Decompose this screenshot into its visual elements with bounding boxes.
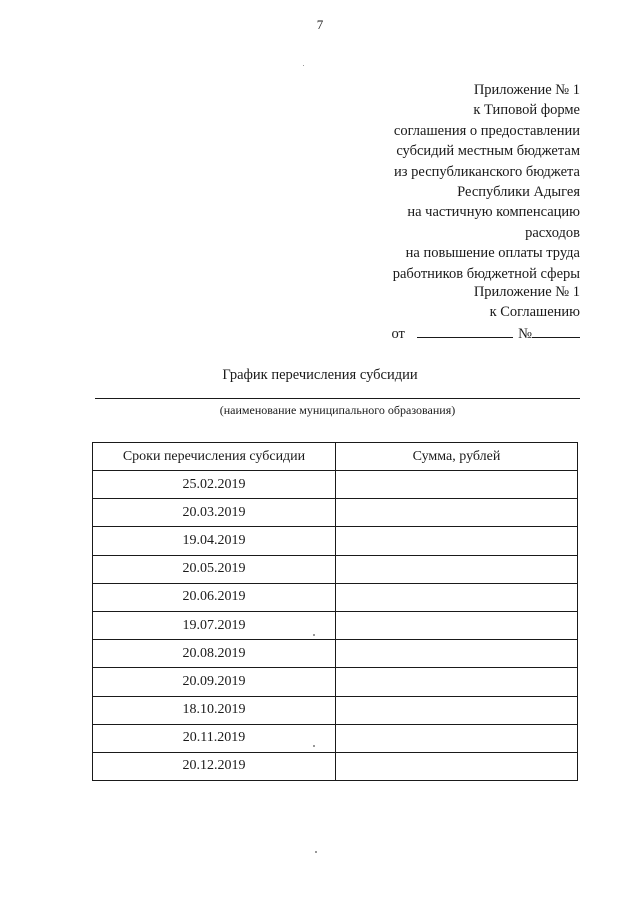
amount-cell[interactable]: [336, 583, 578, 611]
date-cell: 20.03.2019: [93, 499, 336, 527]
amount-cell[interactable]: [336, 611, 578, 639]
appendix-header: [393, 80, 580, 284]
table-row: [93, 583, 578, 611]
date-cell: 20.08.2019: [93, 640, 336, 668]
appendix-line: работников бюджетной сферы: [392, 265, 580, 282]
date-cell: 18.10.2019: [93, 696, 336, 724]
date-cell: 20.05.2019: [93, 555, 336, 583]
amount-cell[interactable]: [336, 499, 578, 527]
table-row: [93, 611, 578, 639]
agreement-date-number-line: [392, 323, 581, 344]
document-title: График перечисления субсидии: [222, 367, 418, 383]
date-cell: 20.06.2019: [93, 583, 336, 611]
appendix-line: субсидий местным бюджетам: [396, 143, 580, 160]
table-row: [93, 527, 578, 555]
table-header-row: [93, 443, 578, 471]
date-cell: 20.11.2019: [93, 724, 336, 752]
date-cell: 20.12.2019: [93, 752, 336, 780]
municipality-blank-line[interactable]: [95, 398, 580, 399]
date-cell: 19.07.2019: [93, 611, 336, 639]
municipality-caption: (наименование муниципального образования): [219, 403, 456, 417]
appendix-line: на повышение оплаты труда: [405, 245, 580, 262]
amount-cell[interactable]: [336, 640, 578, 668]
table-row: [93, 640, 578, 668]
header-amount: Сумма, рублей: [336, 443, 578, 471]
table-row: [93, 668, 578, 696]
amount-cell[interactable]: [336, 752, 578, 780]
agreement-line: Приложение № 1: [473, 284, 580, 300]
amount-cell[interactable]: [336, 668, 578, 696]
amount-cell[interactable]: [336, 555, 578, 583]
appendix-line: расходов: [525, 224, 580, 241]
appendix-line: Республики Адыгея: [457, 184, 580, 201]
agreement-header: [392, 282, 581, 344]
date-cell: 20.09.2019: [93, 668, 336, 696]
amount-cell[interactable]: [336, 471, 578, 499]
appendix-line: Приложение № 1: [473, 82, 580, 98]
header-dates: Сроки перечисления субсидии: [93, 443, 336, 471]
table-row: [93, 724, 578, 752]
table-row: [93, 696, 578, 724]
number-label: №: [518, 325, 532, 342]
appendix-line: на частичную компенсацию: [407, 204, 580, 221]
scan-speck: [315, 851, 317, 853]
amount-cell[interactable]: [336, 696, 578, 724]
appendix-line: соглашения о предоставлении: [393, 122, 580, 139]
scan-speck: [303, 65, 304, 66]
date-cell: 19.04.2019: [93, 527, 336, 555]
table-row: [93, 752, 578, 780]
table-row: [93, 499, 578, 527]
from-label: от: [391, 325, 405, 342]
amount-cell[interactable]: [336, 724, 578, 752]
appendix-line: к Типовой форме: [473, 102, 580, 119]
page-number: 7: [316, 17, 324, 32]
number-blank[interactable]: [532, 323, 580, 338]
date-blank[interactable]: [417, 323, 513, 338]
table-row: [93, 471, 578, 499]
amount-cell[interactable]: [336, 527, 578, 555]
appendix-line: из республиканского бюджета: [394, 163, 580, 180]
scan-speck: [313, 745, 315, 747]
scan-speck: [313, 634, 315, 636]
agreement-line: к Соглашению: [489, 304, 580, 321]
payment-schedule-table: [92, 442, 578, 781]
date-cell: 25.02.2019: [93, 471, 336, 499]
table-row: [93, 555, 578, 583]
